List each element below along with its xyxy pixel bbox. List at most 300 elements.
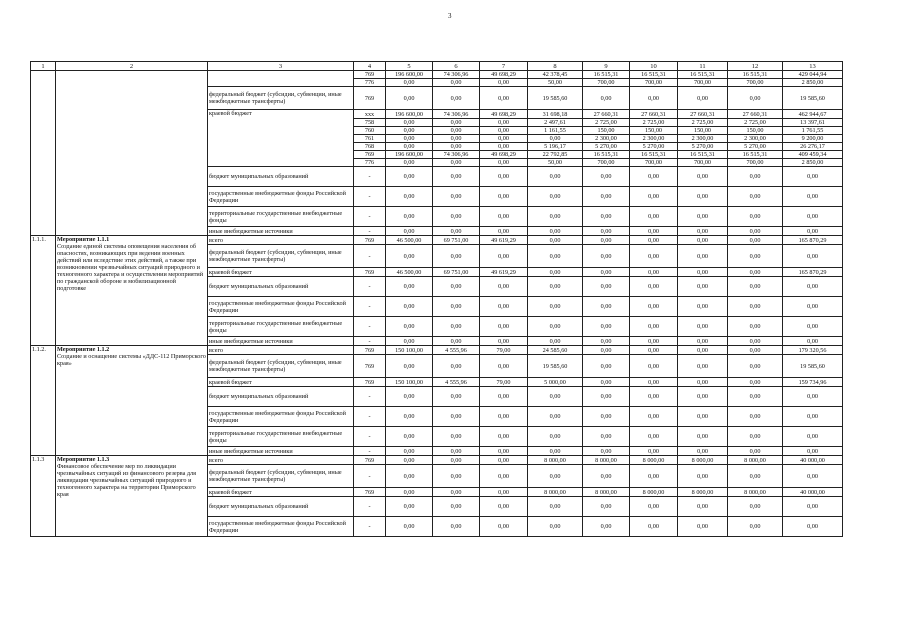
amount-col-7: 0,00 [480,135,528,143]
amount-col-7: 0,00 [480,79,528,87]
amount-col-9: 0,00 [583,447,630,456]
amount-col-10: 0,00 [630,207,678,227]
amount-col-10: 0,00 [630,277,678,297]
amount-col-9: 27 660,31 [583,110,630,119]
column-header-13: 13 [783,62,843,71]
funding-source: иные внебюджетные источники [208,227,354,236]
funding-source: федеральный бюджет (субсидии, субвенции, иные межбюджетные трансферты) [208,245,354,268]
budget-code: 768 [354,143,386,151]
budget-code: - [354,207,386,227]
funding-source: иные внебюджетные источники [208,337,354,346]
amount-col-10: 0,00 [630,465,678,488]
column-header-6: 6 [433,62,480,71]
amount-col-8: 0,00 [528,407,583,427]
amount-col-7: 0,00 [480,317,528,337]
amount-col-12: 0,00 [728,87,783,110]
amount-col-6: 0,00 [433,317,480,337]
table-row [31,71,843,79]
amount-col-13: 165 870,29 [783,236,843,245]
amount-col-5: 0,00 [386,227,433,236]
amount-col-10: 0,00 [630,517,678,537]
amount-col-11: 0,00 [678,227,728,236]
amount-col-8: 0,00 [528,227,583,236]
amount-col-9: 16 515,31 [583,151,630,159]
amount-col-10: 0,00 [630,497,678,517]
amount-col-8: 19 585,60 [528,87,583,110]
amount-col-7: 0,00 [480,465,528,488]
column-header-2: 2 [56,62,208,71]
amount-col-5: 0,00 [386,465,433,488]
amount-col-6: 4 555,96 [433,346,480,355]
amount-col-5: 196 600,00 [386,71,433,79]
amount-col-11: 0,00 [678,236,728,245]
funding-source: иные внебюджетные источники [208,447,354,456]
funding-source: территориальные государственные внебюджетные фонды [208,207,354,227]
amount-col-5: 0,00 [386,127,433,135]
amount-col-5: 0,00 [386,167,433,187]
amount-col-13: 0,00 [783,387,843,407]
amount-col-11: 0,00 [678,245,728,268]
budget-code: - [354,497,386,517]
amount-col-12: 16 515,31 [728,71,783,79]
amount-col-6: 0,00 [433,159,480,167]
budget-code: 769 [354,456,386,465]
budget-code: 769 [354,151,386,159]
amount-col-10: 0,00 [630,245,678,268]
amount-col-6: 0,00 [433,79,480,87]
budget-code: 769 [354,87,386,110]
amount-col-7: 49 698,29 [480,110,528,119]
amount-col-13: 0,00 [783,337,843,346]
amount-col-8: 0,00 [528,268,583,277]
amount-col-7: 0,00 [480,159,528,167]
amount-col-13: 0,00 [783,497,843,517]
amount-col-5: 0,00 [386,447,433,456]
amount-col-8: 0,00 [528,187,583,207]
amount-col-6: 0,00 [433,245,480,268]
amount-col-13: 26 276,17 [783,143,843,151]
amount-col-5: 0,00 [386,159,433,167]
page-number: 3 [448,12,452,20]
amount-col-11: 0,00 [678,465,728,488]
amount-col-6: 74 306,96 [433,71,480,79]
amount-col-6: 74 306,96 [433,151,480,159]
amount-col-7: 0,00 [480,355,528,378]
amount-col-10: 0,00 [630,447,678,456]
amount-col-5: 0,00 [386,135,433,143]
amount-col-7: 0,00 [480,167,528,187]
amount-col-10: 8 000,00 [630,488,678,497]
budget-code: 760 [354,127,386,135]
amount-col-8: 0,00 [528,387,583,407]
amount-col-6: 0,00 [433,497,480,517]
amount-col-6: 0,00 [433,135,480,143]
amount-col-11: 700,00 [678,79,728,87]
funding-source: территориальные государственные внебюджетные фонды [208,317,354,337]
amount-col-13: 0,00 [783,447,843,456]
amount-col-6: 0,00 [433,277,480,297]
amount-col-8: 19 585,60 [528,355,583,378]
funding-source: краевой бюджет [208,268,354,277]
amount-col-7: 49 698,29 [480,71,528,79]
amount-col-12: 700,00 [728,79,783,87]
amount-col-8: 31 698,18 [528,110,583,119]
amount-col-5: 0,00 [386,297,433,317]
amount-col-7: 0,00 [480,207,528,227]
amount-col-9: 0,00 [583,317,630,337]
amount-col-9: 2 725,00 [583,119,630,127]
amount-col-7: 0,00 [480,143,528,151]
budget-code: 769 [354,71,386,79]
amount-col-11: 0,00 [678,355,728,378]
amount-col-12: 0,00 [728,207,783,227]
budget-code: - [354,337,386,346]
amount-col-13: 165 870,29 [783,268,843,277]
amount-col-13: 0,00 [783,297,843,317]
amount-col-6: 0,00 [433,127,480,135]
amount-col-13: 159 734,96 [783,378,843,387]
amount-col-13: 0,00 [783,245,843,268]
amount-col-13: 40 000,00 [783,456,843,465]
column-header-10: 10 [630,62,678,71]
amount-col-10: 0,00 [630,227,678,236]
amount-col-12: 0,00 [728,517,783,537]
amount-col-6: 0,00 [433,297,480,317]
measure-title: Мероприятие 1.1.1 [57,236,110,243]
amount-col-9: 0,00 [583,497,630,517]
amount-col-7: 0,00 [480,337,528,346]
amount-col-11: 0,00 [678,378,728,387]
budget-code: - [354,407,386,427]
budget-code: - [354,465,386,488]
amount-col-7: 0,00 [480,497,528,517]
funding-source: краевой бюджет [208,110,354,167]
funding-source: бюджет муниципальных образований [208,497,354,517]
amount-col-6: 0,00 [433,427,480,447]
amount-col-7: 0,00 [480,387,528,407]
amount-col-9: 0,00 [583,87,630,110]
amount-col-6: 74 306,96 [433,110,480,119]
amount-col-9: 0,00 [583,236,630,245]
amount-col-7: 0,00 [480,427,528,447]
amount-col-5: 0,00 [386,456,433,465]
amount-col-7: 0,00 [480,119,528,127]
table-row [31,346,843,355]
amount-col-12: 27 660,31 [728,110,783,119]
funding-source: федеральный бюджет (субсидии, субвенции, иные межбюджетные трансферты) [208,465,354,488]
amount-col-9: 0,00 [583,407,630,427]
amount-col-12: 0,00 [728,187,783,207]
amount-col-10: 16 515,31 [630,151,678,159]
amount-col-8: 22 792,85 [528,151,583,159]
amount-col-9: 0,00 [583,378,630,387]
measure-description: Создание единой системы оповещения населения об опасностях, возникающих при ведении военных действий или вследствие этих действий, а также при возникновении чрезвычайных ситуаций природного и техногенного характера и осуществлении мероприятий по гражданской обороне и мобилизационной подготовке [57,243,204,292]
amount-col-13: 0,00 [783,227,843,236]
budget-code: - [354,227,386,236]
amount-col-5: 0,00 [386,245,433,268]
amount-col-9: 0,00 [583,297,630,317]
funding-source: бюджет муниципальных образований [208,277,354,297]
amount-col-6: 4 555,96 [433,378,480,387]
amount-col-10: 2 300,00 [630,135,678,143]
amount-col-5: 150 100,00 [386,378,433,387]
amount-col-8: 50,00 [528,79,583,87]
amount-col-12: 0,00 [728,407,783,427]
amount-col-10: 0,00 [630,337,678,346]
amount-col-11: 150,00 [678,127,728,135]
amount-col-7: 0,00 [480,187,528,207]
amount-col-11: 0,00 [678,407,728,427]
amount-col-12: 0,00 [728,227,783,236]
amount-col-5: 0,00 [386,119,433,127]
amount-col-11: 0,00 [678,337,728,346]
budget-code: - [354,517,386,537]
amount-col-12: 0,00 [728,465,783,488]
amount-col-9: 0,00 [583,355,630,378]
amount-col-7: 0,00 [480,407,528,427]
budget-code: 769 [354,346,386,355]
amount-col-5: 0,00 [386,207,433,227]
amount-col-9: 0,00 [583,227,630,236]
amount-col-6: 0,00 [433,456,480,465]
amount-col-5: 196 600,00 [386,110,433,119]
amount-col-5: 0,00 [386,387,433,407]
amount-col-8: 8 000,00 [528,488,583,497]
amount-col-10: 5 270,00 [630,143,678,151]
amount-col-11: 16 515,31 [678,151,728,159]
amount-col-5: 0,00 [386,497,433,517]
amount-col-8: 2 497,61 [528,119,583,127]
amount-col-8: 0,00 [528,497,583,517]
amount-col-12: 0,00 [728,447,783,456]
amount-col-13: 179 320,56 [783,346,843,355]
amount-col-12: 0,00 [728,497,783,517]
amount-col-10: 0,00 [630,407,678,427]
amount-col-11: 27 660,31 [678,110,728,119]
amount-col-10: 2 725,00 [630,119,678,127]
amount-col-6: 0,00 [433,407,480,427]
measure-number: 1.1.3 [31,456,56,537]
amount-col-6: 0,00 [433,143,480,151]
amount-col-11: 0,00 [678,207,728,227]
measure-title: Мероприятие 1.1.2 [57,346,110,353]
amount-col-7: 0,00 [480,488,528,497]
amount-col-8: 0,00 [528,465,583,488]
amount-col-11: 2 300,00 [678,135,728,143]
amount-col-13: 19 585,60 [783,87,843,110]
amount-col-9: 0,00 [583,387,630,407]
amount-col-5: 0,00 [386,187,433,207]
amount-col-10: 16 515,31 [630,71,678,79]
amount-col-6: 0,00 [433,387,480,407]
amount-col-13: 0,00 [783,427,843,447]
amount-col-9: 5 270,00 [583,143,630,151]
amount-col-11: 0,00 [678,427,728,447]
funding-source: государственные внебюджетные фонды Российской Федерации [208,517,354,537]
amount-col-5: 0,00 [386,277,433,297]
amount-col-9: 8 000,00 [583,456,630,465]
amount-col-5: 0,00 [386,317,433,337]
funding-source: краевой бюджет [208,378,354,387]
amount-col-8: 0,00 [528,207,583,227]
measure-description: Финансовое обеспечение мер по ликвидации чрезвычайных ситуаций из финансового резерва для ликвидации чрезвычайных ситуаций природного и техногенного характера на территории Приморского края [57,463,196,498]
amount-col-10: 0,00 [630,387,678,407]
amount-col-13: 13 397,61 [783,119,843,127]
amount-col-6: 0,00 [433,517,480,537]
amount-col-12: 0,00 [728,355,783,378]
budget-code: - [354,297,386,317]
amount-col-6: 0,00 [433,119,480,127]
funding-source: федеральный бюджет (субсидии, субвенции, иные межбюджетные трансферты) [208,355,354,378]
amount-col-8: 0,00 [528,167,583,187]
amount-col-6: 0,00 [433,355,480,378]
amount-col-13: 0,00 [783,187,843,207]
budget-code: - [354,187,386,207]
amount-col-6: 69 751,00 [433,268,480,277]
funding-source: всего [208,456,354,465]
funding-source: бюджет муниципальных образований [208,167,354,187]
amount-col-11: 0,00 [678,346,728,355]
amount-col-7: 0,00 [480,87,528,110]
amount-col-12: 150,00 [728,127,783,135]
amount-col-8: 0,00 [528,517,583,537]
amount-col-10: 700,00 [630,79,678,87]
amount-col-10: 0,00 [630,427,678,447]
amount-col-9: 0,00 [583,277,630,297]
amount-col-13: 1 761,55 [783,127,843,135]
amount-col-12: 5 270,00 [728,143,783,151]
amount-col-13: 0,00 [783,465,843,488]
funding-source: территориальные государственные внебюджетные фонды [208,427,354,447]
amount-col-5: 150 100,00 [386,346,433,355]
funding-source: бюджет муниципальных образований [208,387,354,407]
amount-col-9: 0,00 [583,517,630,537]
amount-col-11: 8 000,00 [678,488,728,497]
amount-col-12: 16 515,31 [728,151,783,159]
budget-code: - [354,317,386,337]
column-header-9: 9 [583,62,630,71]
table-row [31,456,843,465]
budget-code: - [354,427,386,447]
column-header-11: 11 [678,62,728,71]
amount-col-8: 0,00 [528,317,583,337]
funding-source: государственные внебюджетные фонды Российской Федерации [208,407,354,427]
amount-col-7: 49 619,29 [480,236,528,245]
amount-col-12: 0,00 [728,167,783,187]
amount-col-12: 0,00 [728,346,783,355]
amount-col-5: 0,00 [386,355,433,378]
amount-col-13: 0,00 [783,407,843,427]
measure-description: Создание и оснащение системы «ДДС-112 Приморского края» [57,353,206,367]
amount-col-5: 0,00 [386,79,433,87]
amount-col-10: 0,00 [630,167,678,187]
amount-col-10: 0,00 [630,297,678,317]
amount-col-8: 0,00 [528,135,583,143]
column-header-8: 8 [528,62,583,71]
budget-code: 758 [354,119,386,127]
amount-col-9: 0,00 [583,346,630,355]
amount-col-8: 0,00 [528,427,583,447]
amount-col-5: 0,00 [386,143,433,151]
amount-col-11: 700,00 [678,159,728,167]
amount-col-10: 0,00 [630,378,678,387]
amount-col-13: 462 944,67 [783,110,843,119]
amount-col-7: 0,00 [480,127,528,135]
funding-source: всего [208,236,354,245]
amount-col-13: 19 585,60 [783,355,843,378]
amount-col-9: 0,00 [583,465,630,488]
amount-col-6: 0,00 [433,227,480,236]
amount-col-9: 0,00 [583,167,630,187]
amount-col-6: 0,00 [433,167,480,187]
measure-number: 1.1.1. [31,236,56,346]
amount-col-11: 2 725,00 [678,119,728,127]
column-header-12: 12 [728,62,783,71]
amount-col-9: 2 300,00 [583,135,630,143]
amount-col-10: 0,00 [630,87,678,110]
amount-col-8: 42 378,45 [528,71,583,79]
amount-col-8: 0,00 [528,337,583,346]
measure-name-cell [56,236,208,346]
amount-col-11: 8 000,00 [678,456,728,465]
amount-col-12: 0,00 [728,337,783,346]
budget-code: 769 [354,236,386,245]
amount-col-5: 0,00 [386,427,433,447]
amount-col-10: 0,00 [630,268,678,277]
amount-col-11: 0,00 [678,447,728,456]
amount-col-13: 0,00 [783,517,843,537]
budget-code: 776 [354,159,386,167]
amount-col-13: 0,00 [783,317,843,337]
amount-col-8: 24 585,60 [528,346,583,355]
funding-source: государственные внебюджетные фонды Российской Федерации [208,297,354,317]
amount-col-12: 700,00 [728,159,783,167]
amount-col-10: 0,00 [630,236,678,245]
amount-col-12: 0,00 [728,378,783,387]
budget-code: 769 [354,355,386,378]
amount-col-13: 0,00 [783,277,843,297]
empty-number-cell [31,71,56,236]
amount-col-10: 0,00 [630,317,678,337]
amount-col-7: 0,00 [480,277,528,297]
column-header-7: 7 [480,62,528,71]
amount-col-9: 16 515,31 [583,71,630,79]
amount-col-12: 8 000,00 [728,488,783,497]
amount-col-7: 0,00 [480,456,528,465]
amount-col-8: 1 161,55 [528,127,583,135]
amount-col-7: 79,00 [480,346,528,355]
amount-col-7: 0,00 [480,447,528,456]
amount-col-11: 0,00 [678,387,728,407]
measure-name-cell [56,456,208,537]
amount-col-12: 0,00 [728,317,783,337]
amount-col-13: 0,00 [783,167,843,187]
budget-code: 769 [354,268,386,277]
amount-col-6: 0,00 [433,488,480,497]
amount-col-12: 0,00 [728,387,783,407]
funding-source: государственные внебюджетные фонды Российской Федерации [208,187,354,207]
amount-col-11: 0,00 [678,268,728,277]
amount-col-12: 2 725,00 [728,119,783,127]
amount-col-11: 0,00 [678,517,728,537]
amount-col-9: 0,00 [583,268,630,277]
amount-col-9: 0,00 [583,427,630,447]
budget-code: 769 [354,488,386,497]
amount-col-13: 429 044,94 [783,71,843,79]
amount-col-11: 0,00 [678,277,728,297]
amount-col-5: 46 500,00 [386,236,433,245]
amount-col-11: 5 270,00 [678,143,728,151]
